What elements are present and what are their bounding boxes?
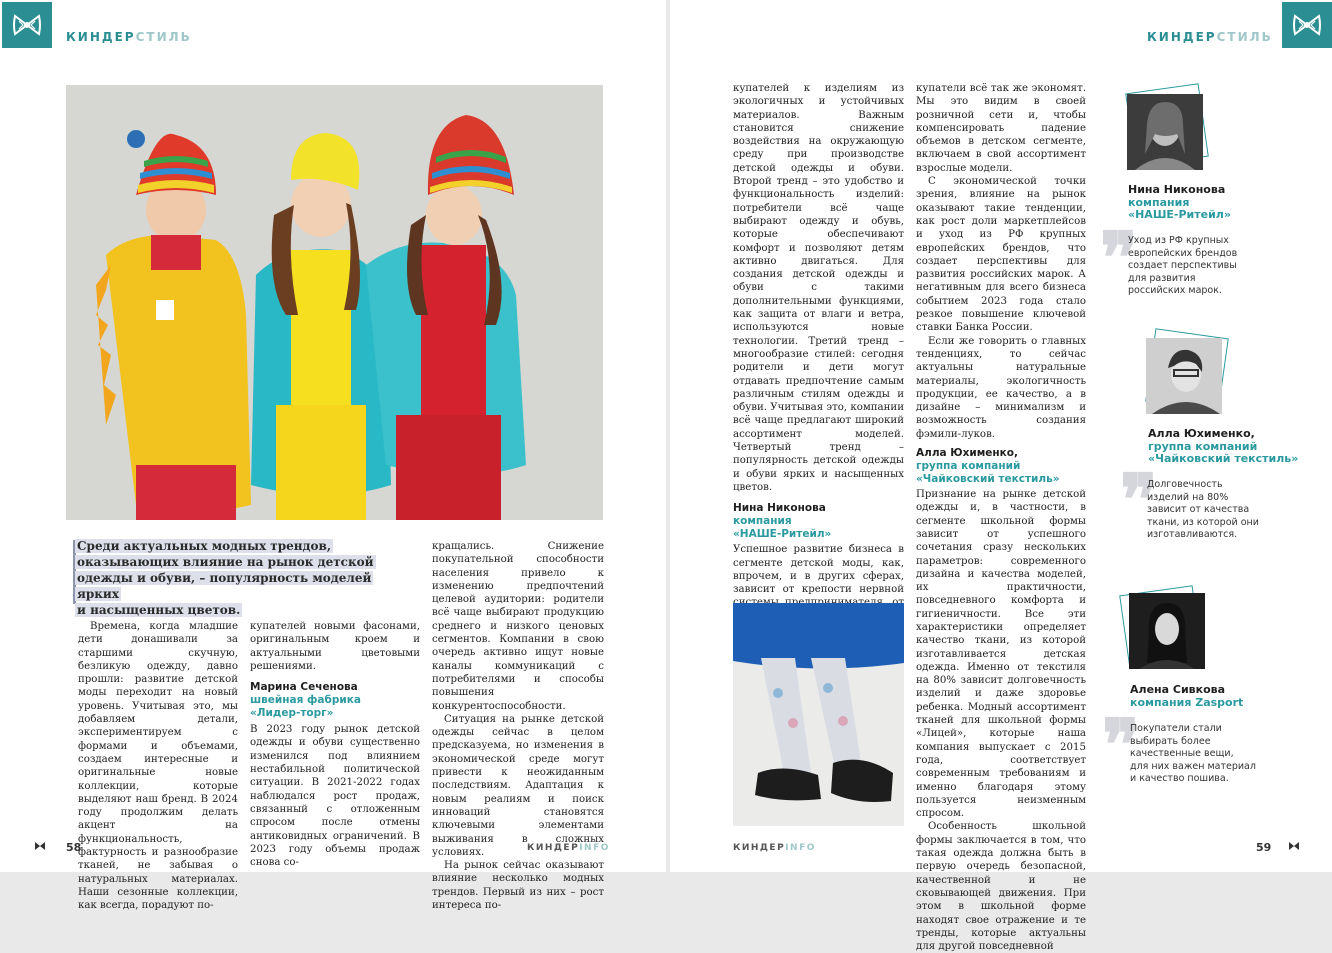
right-col-2 — [916, 82, 1086, 953]
brand-part1: КИНДЕР — [66, 30, 136, 44]
page-number-left: 58 — [66, 841, 82, 854]
brand-right-part1: КИНДЕР — [1147, 30, 1217, 44]
side-name-nina — [1128, 184, 1328, 222]
left-col2-intro: купателей новыми фасонами, оригинальным кроем и актуальными цветовыми решениями. — [250, 621, 420, 672]
side-quote-nina-line-5: российских марок. — [1128, 285, 1223, 296]
portrait-alla — [1146, 338, 1222, 414]
speaker-marina — [250, 681, 420, 720]
side-quote-alla-line-4: ткани, из которой они — [1147, 516, 1259, 528]
footer-brand-left-part1: КИНДЕР — [527, 843, 580, 853]
portrait-alena — [1129, 593, 1205, 669]
lead-line-2: оказывающих влияние на рынок детской — [77, 555, 374, 569]
right-col1-p1: купателей к изделиям из экологичных и устойчивых материалов. Важным становится снижение воздействия на окружающую среду при производстве детской одежды и обуви. Второй тренд – это удобство и функциональность изделий: потребители всё чаще выбирают одежду и обувь, которые обеспечивают комфорт и позволяют детям активно двигаться. Для создания детской одежды и обуви с такими дополнительными функциями, как защита от влаги и ветра, используются новые технологии. Третий тренд – многообразие стилей: сегодня родители и дети могут отдавать предпочтение самым различным стилям одежды и обуви. Учитывая это, компании всё чаще предлагают широкий ассортимент моделей. Четвертый тренд – популярность детской одежды и обуви ярких и насыщенных цветов. — [733, 83, 904, 493]
side-alla-name: Алла Юхименко, — [1148, 427, 1255, 440]
side-quote-alena — [1130, 723, 1330, 786]
left-col3-p3: На рынок сейчас оказывают влияние несколько модных трендов. Первый из них – рост интереса по- — [432, 860, 604, 912]
lead-quote — [75, 538, 395, 618]
speaker-alla-company-1: группа компаний — [916, 460, 1021, 473]
side-quote-nina-line-4: для развития — [1128, 272, 1196, 284]
speaker-nina — [733, 502, 904, 541]
side-quote-alla — [1147, 479, 1327, 542]
brand-header — [66, 30, 192, 44]
side-quote-alena-line-2: выбирать более — [1130, 735, 1211, 747]
side-quote-alena-line-3: качественные вещи, — [1130, 748, 1234, 759]
side-name-alena — [1130, 684, 1330, 709]
speaker-nina-company-1: компания — [733, 515, 792, 528]
side-quote-alla-line-2: изделий на 80% — [1147, 491, 1229, 503]
left-col-3 — [432, 540, 604, 912]
quote-mark-icon: ❞ — [1102, 703, 1140, 786]
speaker-marina-company-2: «Лидер-торг» — [250, 707, 334, 720]
side-quote-nina-line-3: создает перспективы — [1128, 260, 1237, 271]
footer-brand-right — [733, 843, 816, 853]
brand-part2: СТИЛЬ — [135, 30, 192, 44]
footer-bow-icon — [34, 840, 46, 852]
right-col2-p4: Признание на рынке детской одежды и, в частности, в сегменте школьной формы зависит от успешного сочетания сразу нескольких параметров: современного дизайна и качества моделей, их практичности, повседневного комфорта и гигиеничности. Все эти характеристики определяет качество ткани, из которой изготавливается детская одежда. Именно от текстиля на 80% зависит долговечность изделий и даже здоровье ребенка. Модный ассортимент тканей для школьной формы «Лицей», которые наша компания выпускает с 2015 года, соответствует современным требованиям и именно благодаря этому пользуется неизменным спросом. — [916, 489, 1086, 820]
side-alena-name: Алена Сивкова — [1130, 683, 1226, 696]
quote-mark-icon: ❞ — [1120, 458, 1158, 541]
side-quote-alena-line-5: и качество пошива. — [1130, 773, 1229, 784]
right-col1-p2: Успешное развитие бизнеса в сегменте детской моды, как, впрочем, и в других сферах, зависит от крепости нервной — [733, 544, 904, 596]
speaker-alla — [916, 447, 1086, 486]
side-alla-company-2: «Чайковский текстиль» — [1148, 452, 1299, 465]
side-quote-alena-line-1: Покупатели стали — [1130, 723, 1222, 734]
speaker-alla-name: Алла Юхименко, — [916, 447, 1018, 460]
right-col2-p5: Особенность школьной формы заключается в том, что такая одежда должна быть в первую очередь безопасной, качественной и не сковывающей движения. При этом в школьной форме находят свое отражение и те тренды, которые актуальны для другой повседневной — [916, 821, 1086, 953]
lead-line-4: и насыщенных цветов. — [77, 603, 241, 617]
right-col2-p3: Если же говорить о главных тенденциях, то сейчас актуальны натуральные материалы, экологичность продукции, ее качество, а в дизайне – минимализм и возможность создания фэмили-луков. — [916, 335, 1086, 440]
side-name-alla — [1148, 428, 1328, 466]
right-col2-p1: купатели всё так же экономят. Мы это видим в своей розничной сети и, чтобы компенсировать падение объемов в детском сегменте, включаем в свой ассортимент взрослые модели. — [916, 83, 1086, 174]
shoes-photo — [733, 603, 904, 826]
speaker-alla-company-2: «Чайковский текстиль» — [916, 473, 1060, 486]
kids-photo — [66, 85, 603, 520]
left-col-1 — [78, 620, 238, 913]
side-quote-alla-line-1: Долговечность — [1147, 479, 1223, 490]
portrait-nina — [1127, 94, 1203, 170]
bow-logo-icon — [2, 2, 52, 48]
footer-brand-left-part2: INFO — [579, 843, 610, 853]
footer-brand-right-part1: КИНДЕР — [733, 843, 786, 853]
side-alena-company: компания Zasport — [1130, 695, 1244, 709]
speaker-marina-name: Марина Сеченова — [250, 681, 358, 694]
left-col2-body: В 2023 году рынок детской одежды и обуви существенно изменился под влиянием нестабильной политической ситуации. В 2021-2022 годах наблюдался рост продаж, связанный с отложенным спросом после отмены антиковидных ограничений. В 2023 году объемы продаж снова со- — [250, 724, 420, 869]
speaker-nina-name: Нина Никонова — [733, 502, 826, 515]
side-quote-nina-line-2: европейских брендов — [1128, 247, 1238, 259]
right-col2-p2: С экономической точки зрения, влияние на рынок оказывают такие тенденции, как рост доли маркетплейсов и уход из РФ крупных европейских брендов, что создает перспективы для развития российских марок. А негативным для всего бизнеса событием 2023 года стало резкое повышение ключевой ставки Банка России. — [916, 176, 1086, 334]
quote-mark-icon: ❞ — [1100, 216, 1138, 299]
side-quote-alena-line-4: для них важен материал — [1130, 760, 1256, 772]
footer-brand-left — [527, 843, 610, 853]
page-number-right: 59 — [1256, 841, 1272, 854]
side-alla-company-1: группа компаний — [1148, 439, 1258, 453]
lead-line-3: одежды и обуви, – популярность моделей ярких — [77, 571, 372, 601]
left-col3-p1: кращались. Снижение покупательной способности населения привело к изменению предпочтений целевой аудитории: родители всё чаще выбирают продукцию среднего и низкого ценовых сегментов. Компании в свою очередь активно ищут новые каналы коммуникаций с потребителями и способы повышения конкурентоспособности. — [432, 541, 604, 712]
brand-header-right — [1147, 30, 1273, 44]
side-quote-nina-line-1: Уход из РФ крупных — [1128, 235, 1229, 246]
brand-right-part2: СТИЛЬ — [1216, 30, 1273, 44]
bow-logo-icon-right — [1282, 2, 1332, 48]
left-page — [0, 0, 666, 912]
side-quote-alla-line-5: изготавливаются. — [1147, 529, 1238, 540]
speaker-marina-company-1: швейная фабрика — [250, 694, 361, 707]
side-nina-company-2: «НАШЕ-Ритейл» — [1128, 208, 1231, 221]
side-quote-alla-line-3: зависит от качества — [1147, 504, 1250, 515]
lead-line-1: Среди актуальных модных трендов, — [77, 539, 332, 553]
speaker-nina-company-2: «НАШЕ-Ритейл» — [733, 528, 832, 541]
side-quote-nina — [1128, 235, 1328, 298]
left-col3-p2: Ситуация на рынке детской одежды сейчас в целом предсказуема, но изменения в экономической среде могут привести к неожиданным последствиям. Адаптация к новым реалиям и поиск инноваций становятся ключевыми элементами выживания в сложных условиях. — [432, 713, 604, 858]
side-nina-company-1: компания — [1128, 195, 1190, 209]
side-nina-name: Нина Никонова — [1128, 183, 1226, 196]
footer-bow-icon-right — [1288, 840, 1300, 852]
left-col-2 — [250, 620, 420, 869]
left-col1-text: Времена, когда младшие дети донашивали за старшими скучную, безликую одежду, давно прошли: развитие детской моды переходит на новый уровень. Учитывая это, мы добавляем детали, экспериментируем с формами и объемами, создаем интересные и оригинальные новые коллекции, которые выделяют наш бренд. В 2024 году продолжим делать акцент на функциональность, фактурность и разнообразие тканей, не забывая о натуральных материалах. Наши сезонные коллекции, как всегда, порадуют по- — [78, 621, 238, 912]
footer-brand-right-part2: INFO — [785, 843, 816, 853]
